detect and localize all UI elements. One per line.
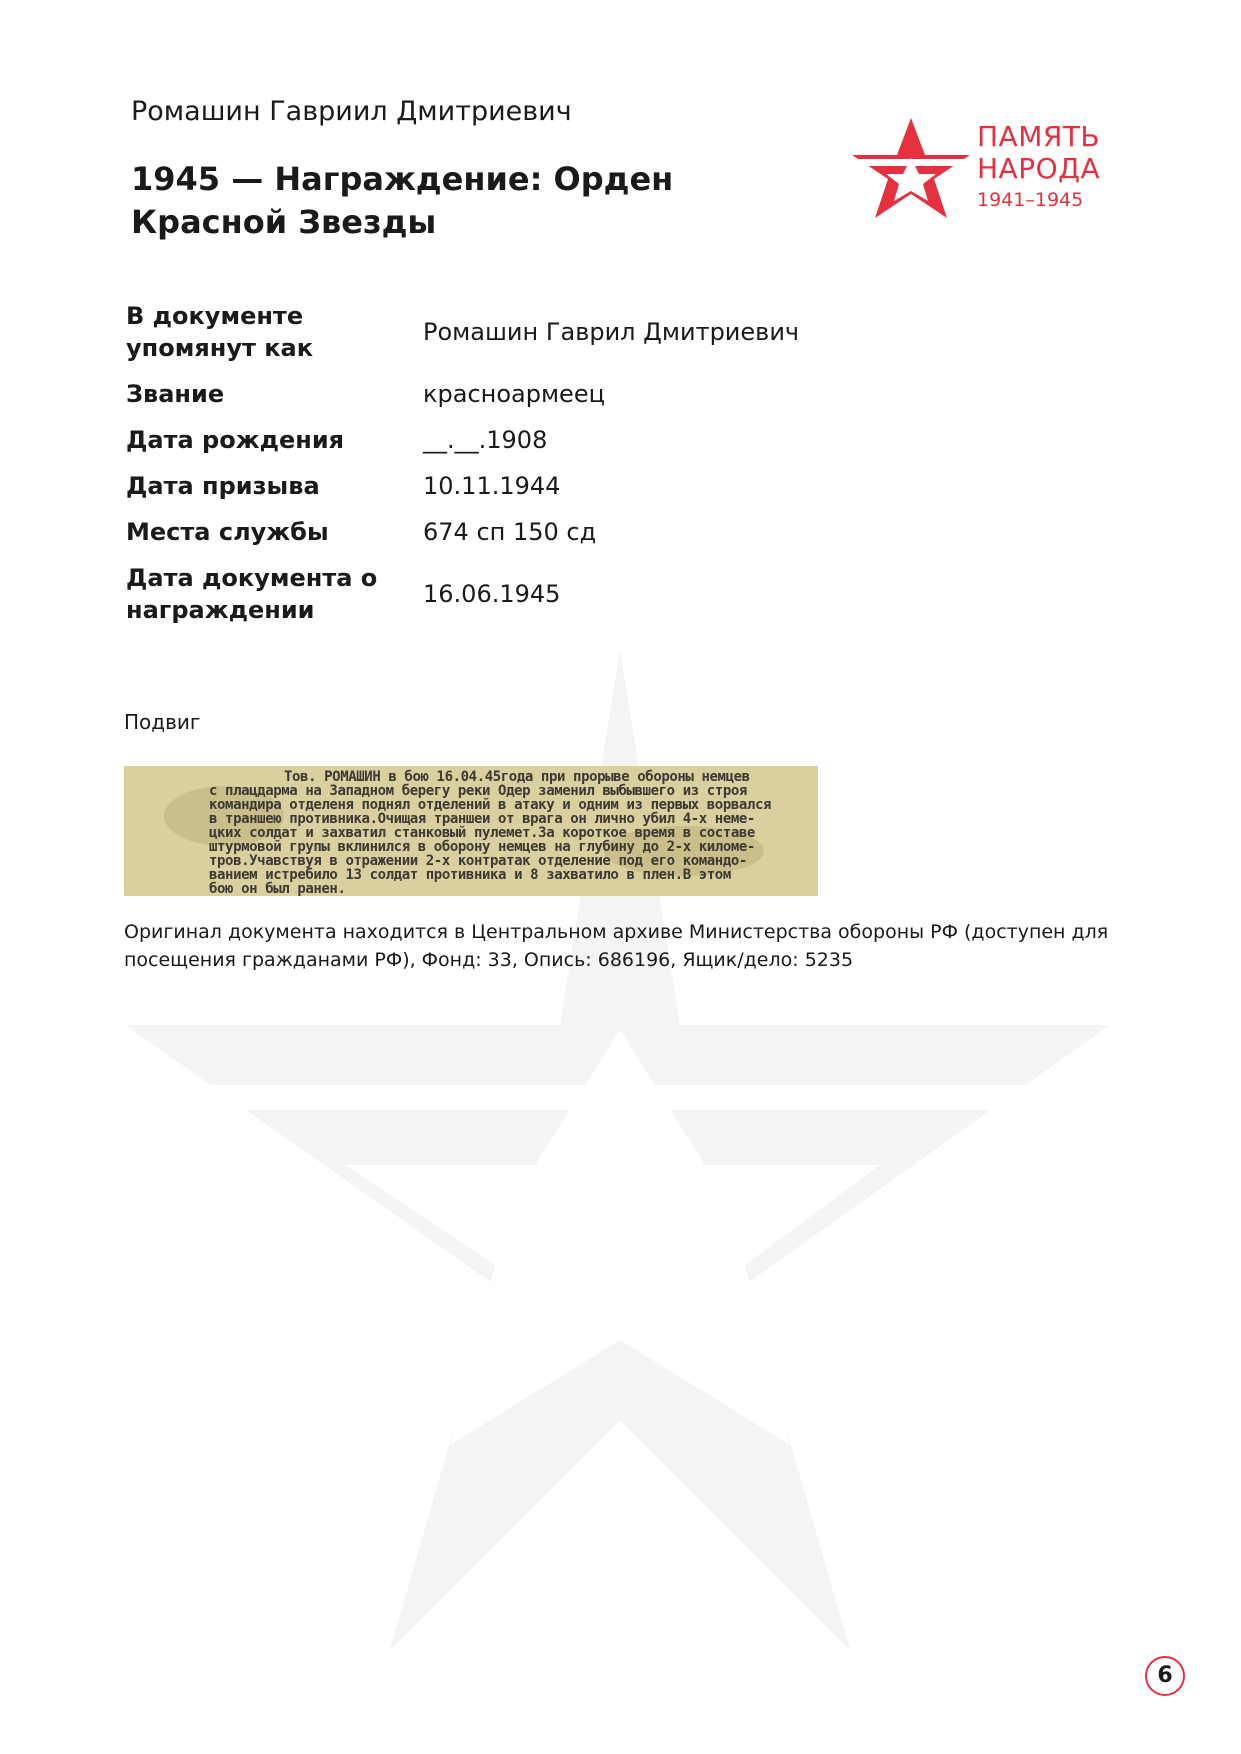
scan-line: с плацдарма на Западном берегу реки Одер заменил выбывшего из строя (209, 783, 747, 799)
pamyat-naroda-logo[interactable] (852, 118, 1122, 218)
fact-value: 674 сп 150 сд (423, 518, 597, 546)
logo-line-2: НАРОДА (977, 152, 1101, 185)
logo-line-1: ПАМЯТЬ (977, 120, 1101, 153)
scan-line: командира отделеня поднял отделений в атаку и одним из первых ворвался (209, 797, 772, 813)
archive-note: Оригинал документа находится в Центральном архиве Министерства обороны РФ (доступен для посещения гражданами РФ), Фонд: 33, Опись: 686196, Ящик/дело: 5235 (124, 921, 1109, 971)
fact-row-award-doc-date (126, 562, 1026, 626)
scan-line: тров.Учавствуя в отражении 2-х контратак отделение под его командо- (209, 853, 747, 869)
fact-label: Дата рождения (126, 426, 345, 454)
award-title: 1945 — Награждение: Орден Красной Звезды (131, 160, 674, 241)
red-star-icon (852, 118, 970, 218)
fact-label: В документе упомянут как (126, 302, 314, 362)
fact-label: Дата призыва (126, 472, 320, 500)
fact-label: Звание (126, 380, 225, 408)
fact-label: Места службы (126, 518, 329, 546)
feat-label: Подвиг (124, 710, 201, 734)
fact-label: Дата документа о награждении (126, 564, 378, 624)
scan-line: штурмовой групы вклинился в оборону немцев на глубину до 2-х киломе- (209, 839, 755, 855)
fact-value: 16.06.1945 (423, 580, 561, 608)
scan-line: в траншею противника.Очищая траншеи от врага он лично убил 4-х неме- (209, 811, 755, 827)
facts-table (126, 300, 1026, 640)
fact-row-rank (126, 378, 1026, 410)
page-number: 6 (1145, 1656, 1185, 1696)
fact-value: 10.11.1944 (423, 472, 561, 500)
fact-row-mentioned-as (126, 300, 1026, 364)
fact-row-conscription-date (126, 470, 1026, 502)
scan-line: цких солдат и захватил станковый пулемет.За короткое время в составе (209, 825, 755, 841)
fact-row-service-places (126, 516, 1026, 548)
scan-line: бою он был ранен. (209, 881, 346, 896)
fact-value: __.__.1908 (423, 426, 548, 454)
feat-document-scan[interactable] (124, 766, 818, 896)
fact-value: красноармеец (423, 380, 605, 408)
scan-line: ванием истребило 13 солдат противника и 8 захватило в плен.В этом (209, 867, 731, 883)
fact-row-birth-date (126, 424, 1026, 456)
person-name: Ромашин Гавриил Дмитриевич (131, 96, 572, 127)
logo-years: 1941–1945 (977, 189, 1084, 211)
scan-line: Тов. РОМАШИН в бою 16.04.45года при прорыве обороны немцев (284, 769, 750, 785)
fact-value: Ромашин Гаврил Дмитриевич (423, 318, 800, 346)
